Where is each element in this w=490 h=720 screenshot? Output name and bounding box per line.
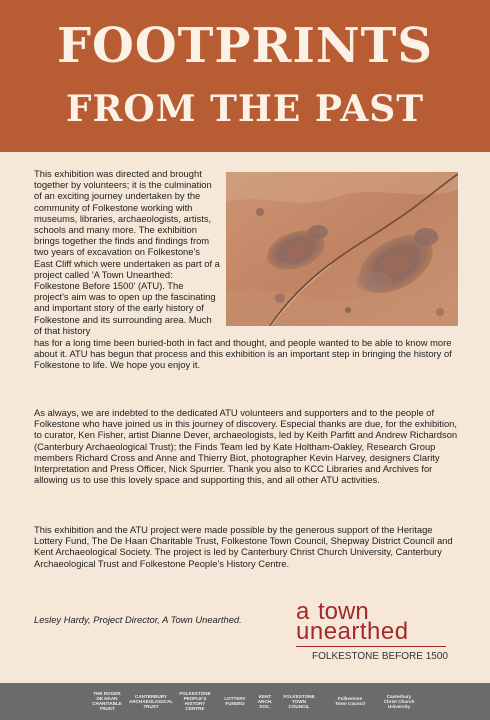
title-line-2: FROM THE PAST [65, 88, 425, 130]
sponsor-logo-folkestone-peoples-history-centre: FOLKESTONE PEOPLE'S HISTORY CENTRE [179, 691, 211, 711]
logo-divider [296, 646, 446, 647]
logo-word-town: town [318, 598, 369, 625]
sponsor-logo-de-haan: THE ROGER DE HAAN CHARITABLE TRUST [92, 691, 122, 711]
logo-word-unearthed: unearthed [296, 618, 409, 645]
a-town-unearthed-logo [296, 598, 466, 668]
title-line-1: FOOTPRINTS [56, 18, 434, 74]
acknowledgements-paragraph: As always, we are indebted to the dedicated ATU volunteers and supporters and to the people of Folkestone who have joined us in this journey of discovery. Especial thanks are due, for the exhibition, to curator, Ken Fisher, artist Dianne Dever, archaeologists, led by Keith Parfitt and Andrew Richardson (Canterbury Archaeological Trust); the Finds Team led by Kate Holtham-Oakley, Research Group members Richard Cross and Anne and Thierry Biot, photographer Kevin Harvey, designers Clarity Interpretation and Press Officer, Nick Spurrier. Thank you also to KCC Libraries and Archives for allowing us to use this lovely space and supporting this, and all other ATU activities. [34, 407, 458, 486]
sponsor-logo-canterbury-christ-church: Canterbury Christ Church University [383, 693, 415, 709]
sponsor-logo-lottery-funded: LOTTERY FUNDED [224, 696, 246, 706]
footprint-photo [226, 172, 458, 326]
sponsor-logo-folkestone-town-council: Folkestone Town Council [335, 696, 365, 706]
sponsor-logo-folkestone-town-council-crest: FOLKESTONE TOWN COUNCIL [283, 693, 315, 709]
signature: Lesley Hardy, Project Director, A Town Unearthed. [34, 614, 242, 625]
intro-paragraph-wrapped: This exhibition was directed and brought together by volunteers; it is the culmination of an exciting journey undertaken by the community of Folkestone working with museums, libraries, archaeologists, artists, schools and many more. The exhibition brings together the finds and findings from two years of excavation on Folkestone's East Cliff which were undertaken as part of a project called 'A Town Unearthed: Folkestone Before 1500' (ATU). The project's aim was to open up the fascinating and important story of the early history of Folkestone and its surrounding area. Much of that history [34, 168, 220, 336]
logo-word-a: a [296, 598, 310, 625]
logo-subtitle: FOLKESTONE BEFORE 1500 [312, 651, 448, 662]
intro-paragraph-continued: has for a long time been buried-both in fact and thought, and people wanted to be able to know more about it. ATU has begun that process and this exhibition is an important step in bringing the history of Folkestone to life. We hope you enjoy it. [34, 337, 452, 371]
funding-paragraph: This exhibition and the ATU project were made possible by the generous support of the Heritage Lottery Fund, The De Haan Charitable Trust, Folkestone Town Council, Shepway District Council and Kent Archaeological Society. The project is led by Canterbury Christ Church University, Canterbury Archaeological Trust and Folkestone People's History Centre. [34, 524, 453, 569]
sponsor-footer [0, 683, 490, 720]
sponsor-logo-kent-archaeological-society: KENT ARCH. SOC. [257, 693, 273, 709]
header-banner [0, 0, 490, 152]
sponsor-logo-canterbury-archaeological-trust: CANTERBURY ARCHAEOLOGICAL TRUST [129, 693, 173, 709]
